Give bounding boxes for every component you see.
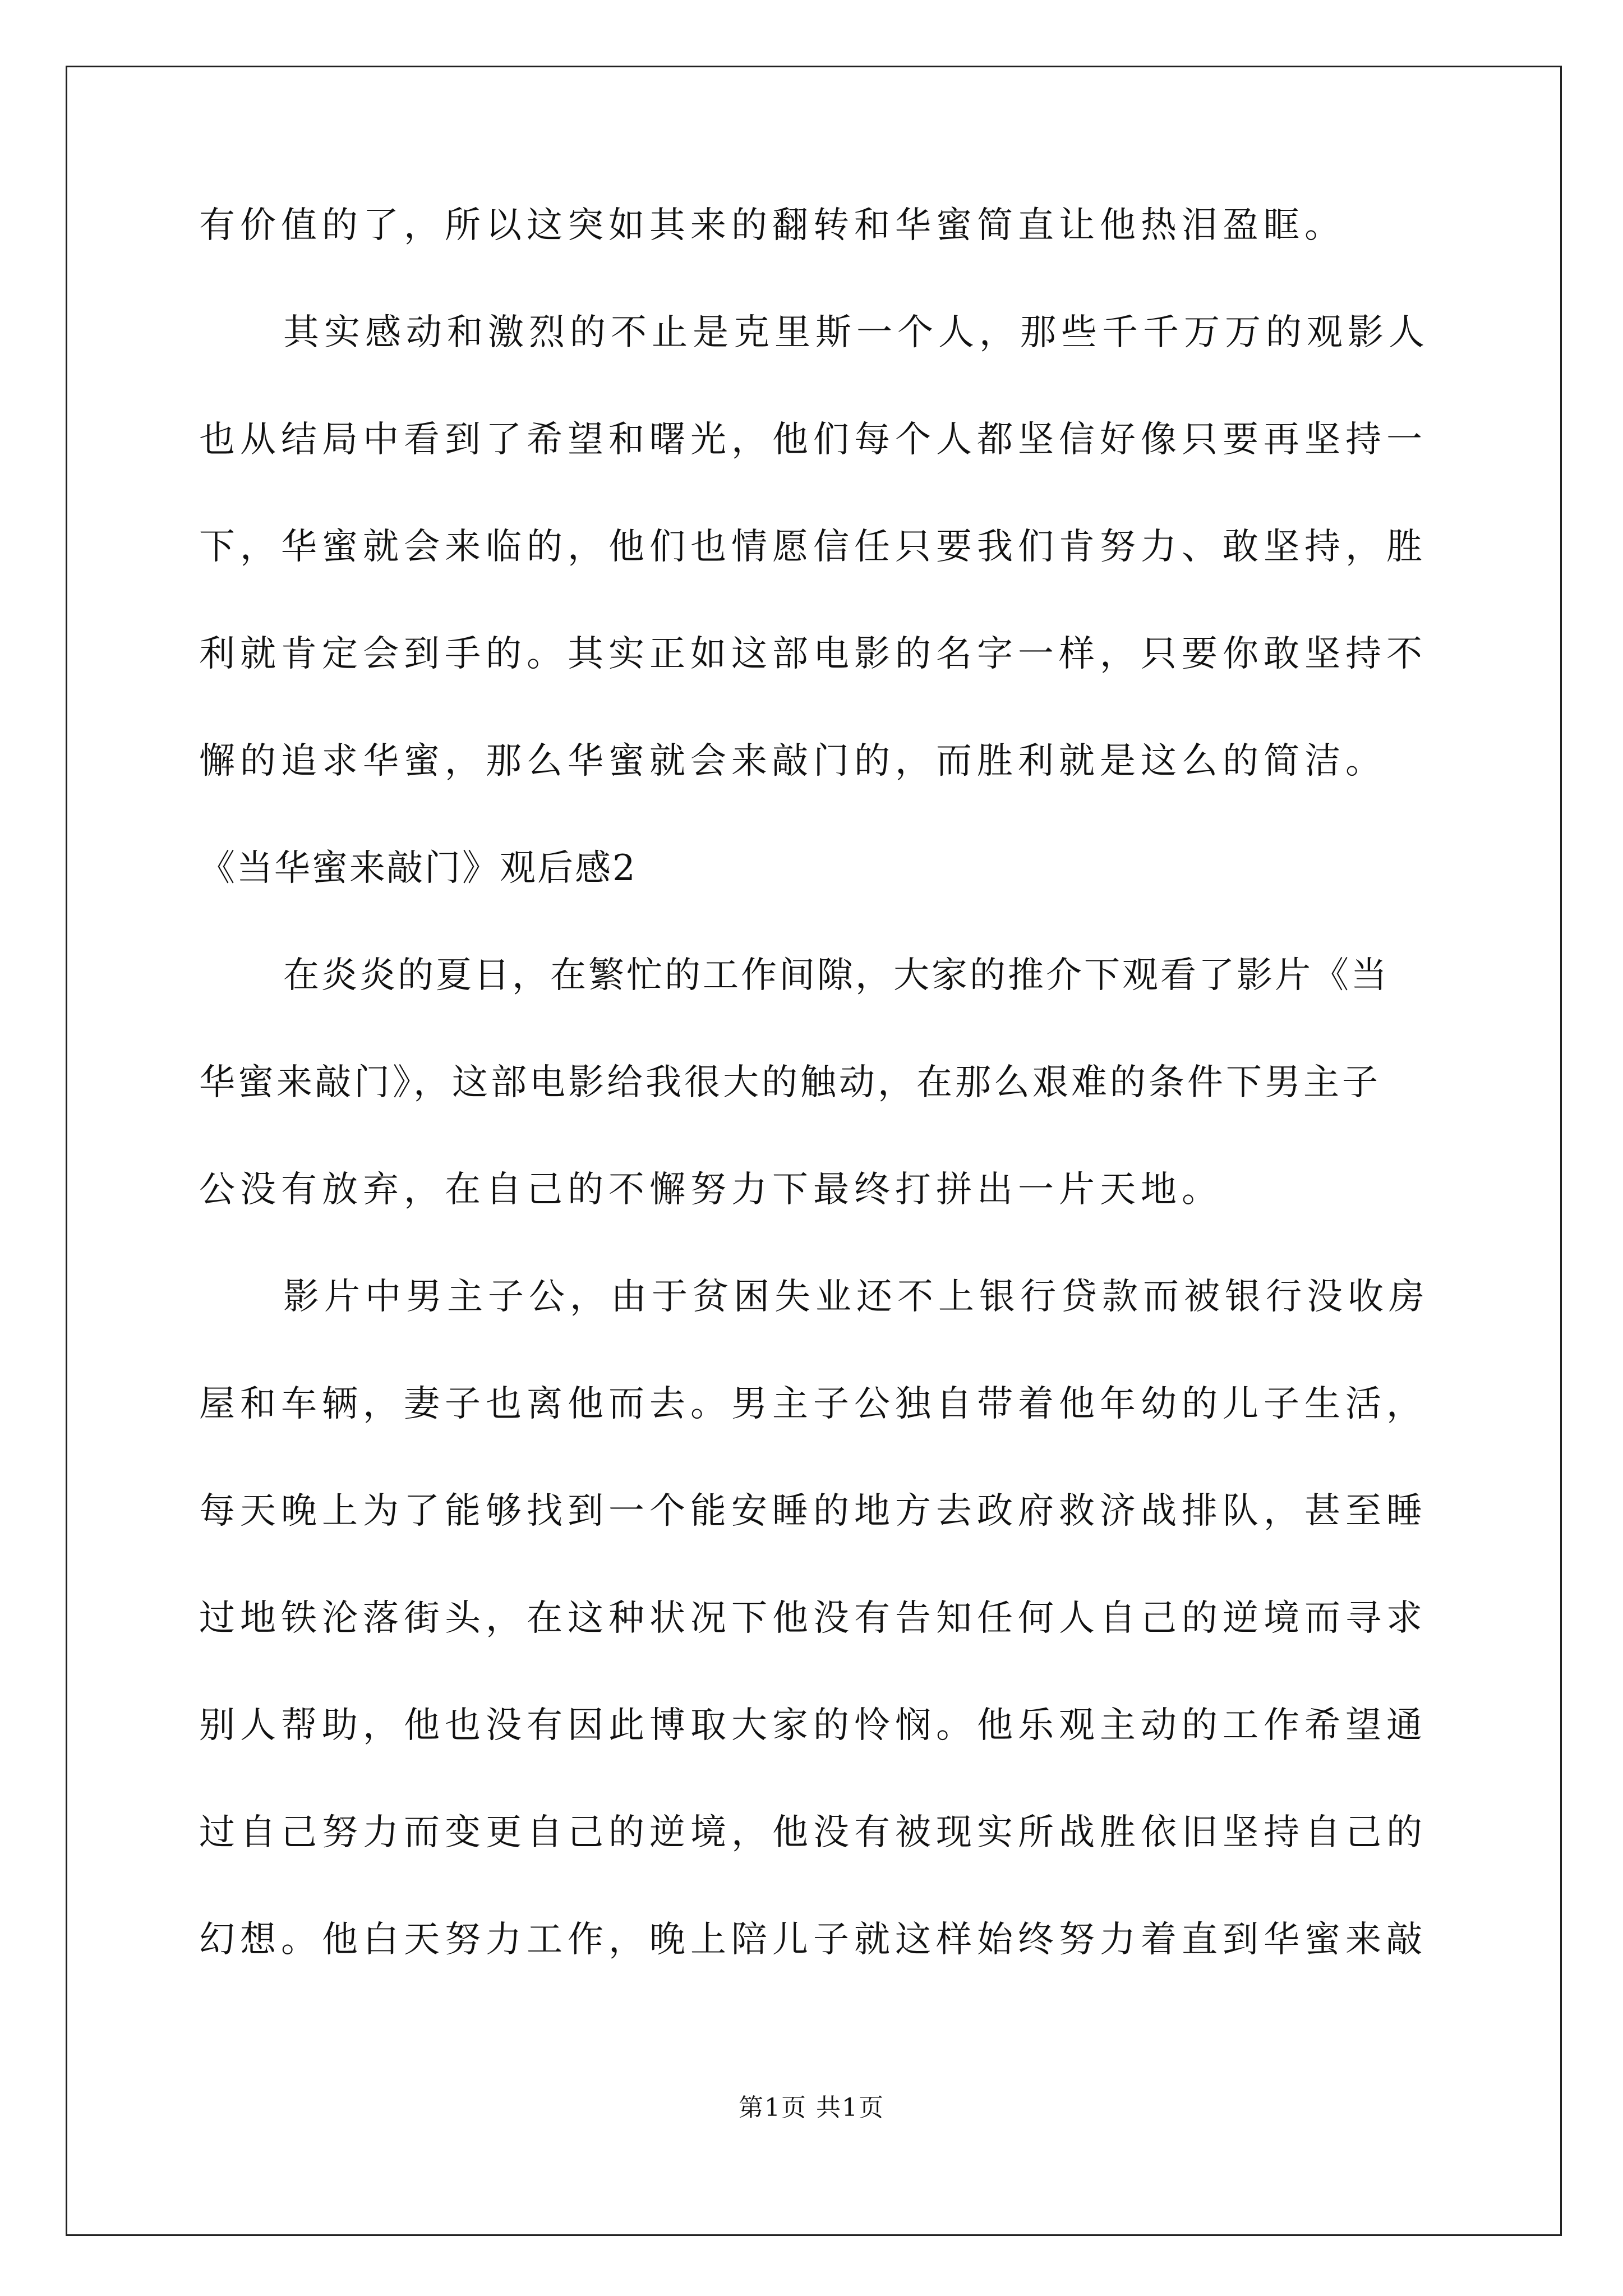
paragraph-first-line: 影片中男主子公，由于贫困失业还不上银行贷款而被银行没收房 <box>283 1276 1430 1318</box>
text-line: 每天晚上为了能够找到一个能安睡的地方去政府救济战排队，甚至睡 <box>199 1490 1427 1532</box>
text-line: 也从结局中看到了希望和曙光，他们每个人都坚信好像只要再坚持一 <box>199 419 1427 461</box>
text-line: 过自己努力而变更自己的逆境，他没有被现实所战胜依旧坚持自己的 <box>199 1812 1427 1853</box>
text-line: 华蜜来敲门》，这部电影给我很大的触动，在那么艰难的条件下男主子 <box>199 1062 1381 1103</box>
paragraph-first-line: 在炎炎的夏日，在繁忙的工作间隙，大家的推介下观看了影片《当 <box>283 955 1389 996</box>
text-line: 利就肯定会到手的。其实正如这部电影的名字一样，只要你敢坚持不 <box>199 633 1427 675</box>
text-line: 懈的追求华蜜，那么华蜜就会来敲门的，而胜利就是这么的简洁。 <box>199 740 1386 782</box>
paragraph-first-line: 其实感动和激烈的不止是克里斯一个人，那些千千万万的观影人 <box>283 312 1430 353</box>
text-line: 屋和车辆，妻子也离他而去。男主子公独自带着他年幼的儿子生活， <box>199 1383 1427 1425</box>
text-line: 过地铁沦落街头，在这种状况下他没有告知任何人自己的逆境而寻求 <box>199 1598 1427 1639</box>
page-number-footer: 第1页 共1页 <box>739 2093 884 2122</box>
text-line: 幻想。他白天努力工作，晚上陪儿子就这样始终努力着直到华蜜来敲 <box>199 1919 1427 1961</box>
page-border <box>66 66 1562 2236</box>
text-line: 公没有放弃，在自己的不懈努力下最终打拼出一片天地。 <box>199 1169 1223 1211</box>
text-line: 别人帮助，他也没有因此博取大家的怜悯。他乐观主动的工作希望通 <box>199 1705 1427 1746</box>
text-line: 有价值的了，所以这突如其来的翻转和华蜜简直让他热泪盈眶。 <box>199 205 1345 246</box>
section-heading: 《当华蜜来敲门》观后感2 <box>199 848 637 889</box>
text-line: 下，华蜜就会来临的，他们也情愿信任只要我们肯努力、敢坚持，胜 <box>199 526 1427 568</box>
